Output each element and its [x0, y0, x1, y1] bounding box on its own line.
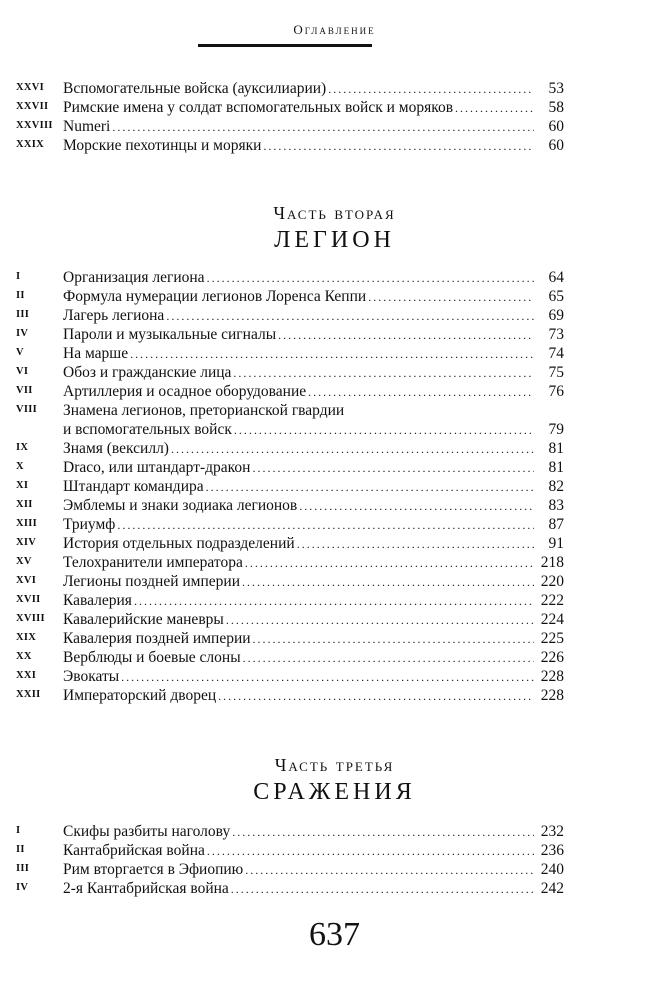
- toc-entry: [16, 363, 564, 382]
- entry-line: [63, 306, 564, 326]
- entry-title: Эвокаты: [63, 668, 120, 685]
- toc-entry: [16, 325, 564, 344]
- dot-leader: [121, 668, 534, 687]
- page-ref: 228: [540, 687, 564, 704]
- chapter-number: XIV: [16, 537, 37, 548]
- dot-leader: [242, 573, 534, 592]
- page-number: 637: [309, 916, 360, 953]
- entry-line: [63, 591, 564, 611]
- page-ref: 74: [548, 345, 564, 362]
- entry-title: Рим вторгается в Эфиопию: [63, 861, 244, 878]
- toc-entry: [16, 515, 564, 534]
- page-ref: 225: [540, 630, 564, 647]
- dot-leader: [243, 649, 534, 668]
- chapter-number: II: [16, 844, 25, 855]
- toc-entry: [16, 879, 564, 898]
- entry-line: [63, 515, 564, 535]
- entry-title: Numeri: [63, 118, 111, 135]
- dot-leader: [253, 630, 534, 649]
- chapter-number: XII: [16, 499, 33, 510]
- page-ref: 83: [548, 497, 564, 514]
- entry-line: [63, 439, 564, 459]
- chapter-number: I: [16, 825, 21, 836]
- chapter-number: XIII: [16, 518, 38, 529]
- page-ref: 81: [548, 459, 564, 476]
- part2-label: Часть вторая: [273, 203, 396, 223]
- toc-entry: [16, 401, 564, 439]
- toc-entry: [16, 841, 564, 860]
- part3-label: Часть третья: [274, 755, 395, 775]
- page-ref: 240: [540, 861, 564, 878]
- chapter-number: II: [16, 290, 25, 301]
- entry-line: [63, 287, 564, 307]
- entry-body: [63, 117, 564, 137]
- toc-entry: [16, 136, 564, 155]
- page-ref: 69: [548, 307, 564, 324]
- entry-title: На марше: [63, 345, 129, 362]
- entry-body: [63, 686, 564, 706]
- dot-leader: [232, 823, 534, 842]
- entry-title: Кавалерия: [63, 592, 132, 609]
- chapter-number: VII: [16, 385, 33, 396]
- dot-leader: [166, 307, 534, 326]
- chapter-number: XXVI: [16, 82, 45, 93]
- entry-title: Римские имена у солдат вспомогательных войск и моряков: [63, 99, 454, 116]
- page-ref: 76: [548, 383, 564, 400]
- dot-leader: [252, 459, 534, 478]
- entry-body: [63, 306, 564, 326]
- toc-entry: [16, 629, 564, 648]
- toc-entry: [16, 667, 564, 686]
- chapter-number: XIX: [16, 632, 37, 643]
- dot-leader: [207, 842, 534, 861]
- toc-entry: [16, 860, 564, 879]
- page-ref: 79: [548, 421, 564, 438]
- entry-title: Кантабрийская война: [63, 842, 205, 859]
- toc-entry: [16, 382, 564, 401]
- chapter-number: XI: [16, 480, 29, 491]
- entry-line: [63, 667, 564, 687]
- entry-line: [63, 401, 564, 420]
- entry-body: [63, 515, 564, 535]
- entry-title: Организация легиона: [63, 269, 205, 286]
- entry-title: Телохранители императора: [63, 554, 243, 571]
- page-ref: 64: [548, 269, 564, 286]
- chapter-number: V: [16, 347, 24, 358]
- entry-body: [63, 841, 564, 861]
- entry-body: [63, 572, 564, 592]
- toc-entry: [16, 268, 564, 287]
- dot-leader: [130, 345, 534, 364]
- toc-entry: [16, 439, 564, 458]
- page-ref: 53: [548, 80, 564, 97]
- entry-title-continued: и вспомогательных войск: [63, 421, 232, 438]
- dot-leader: [207, 269, 534, 288]
- dot-leader: [234, 421, 534, 440]
- running-head: [0, 14, 669, 44]
- entry-title: История отдельных подразделений: [63, 535, 295, 552]
- page-ref: 73: [548, 326, 564, 343]
- entry-line: [63, 325, 564, 345]
- page-ref: 82: [548, 478, 564, 495]
- toc-entry: [16, 572, 564, 591]
- entry-title: Знамена легионов, преторианской гвардии: [63, 402, 345, 419]
- dot-leader: [245, 554, 534, 573]
- page-ref: 60: [548, 118, 564, 135]
- entry-title: Триумф: [63, 516, 116, 533]
- entry-body: [63, 591, 564, 611]
- entry-body: [63, 458, 564, 478]
- entry-title: Эмблемы и знаки зодиака легионов: [63, 497, 298, 514]
- entry-body: [63, 401, 564, 440]
- entry-body: [63, 629, 564, 649]
- entry-body: [63, 879, 564, 899]
- dot-leader: [171, 440, 534, 459]
- entry-body: [63, 363, 564, 383]
- entry-body: [63, 477, 564, 497]
- dot-leader: [233, 364, 534, 383]
- page-ref: 220: [540, 573, 564, 590]
- entry-body: [63, 287, 564, 307]
- chapter-number: IV: [16, 328, 29, 339]
- entry-title: Штандарт командира: [63, 478, 204, 495]
- toc-entry: [16, 534, 564, 553]
- entry-body: [63, 553, 564, 573]
- page-ref: 91: [548, 535, 564, 552]
- entry-title: Вспомогательные войска (ауксилиарии): [63, 80, 327, 97]
- entry-title: Пароли и музыкальные сигналы: [63, 326, 277, 343]
- chapter-number: IX: [16, 442, 29, 453]
- entry-line: [63, 136, 564, 156]
- toc-entry: [16, 306, 564, 325]
- dot-leader: [455, 99, 534, 118]
- dot-leader: [245, 861, 534, 880]
- toc-entry: [16, 496, 564, 515]
- part3-heading: [0, 755, 669, 806]
- entry-line: [63, 458, 564, 478]
- toc-entry: [16, 344, 564, 363]
- entry-line: [63, 477, 564, 497]
- entry-body: [63, 667, 564, 687]
- entry-title: Кавалерийские маневры: [63, 611, 224, 628]
- chapter-number: VIII: [16, 404, 38, 415]
- entry-title: Обоз и гражданские лица: [63, 364, 232, 381]
- chapter-number: XXI: [16, 670, 37, 681]
- entry-line: [63, 879, 564, 899]
- dot-leader: [112, 118, 534, 137]
- toc-entry: [16, 117, 564, 136]
- entry-body: [63, 382, 564, 402]
- entry-body: [63, 325, 564, 345]
- page-ref: 242: [540, 880, 564, 897]
- entry-line: [63, 686, 564, 706]
- entry-line: [63, 382, 564, 402]
- toc-part2: [16, 268, 564, 705]
- dot-leader: [134, 592, 534, 611]
- entry-title: Скифы разбиты наголову: [63, 823, 231, 840]
- entry-body: [63, 98, 564, 118]
- entry-body: [63, 439, 564, 459]
- page-ref: 87: [548, 516, 564, 533]
- entry-line: [63, 860, 564, 880]
- dot-leader: [226, 611, 534, 630]
- dot-leader: [278, 326, 534, 345]
- chapter-number: IV: [16, 882, 29, 893]
- toc-entry: [16, 477, 564, 496]
- page-ref: 236: [540, 842, 564, 859]
- entry-title: Верблюды и боевые слоны: [63, 649, 241, 666]
- dot-leader: [117, 516, 534, 535]
- dot-leader: [297, 535, 534, 554]
- toc-entry: [16, 610, 564, 629]
- toc-entry: [16, 648, 564, 667]
- dot-leader: [368, 288, 534, 307]
- entry-title: Кавалерия поздней империи: [63, 630, 251, 647]
- entry-line: [63, 822, 564, 842]
- entry-body: [63, 860, 564, 880]
- page-ref: 218: [540, 554, 564, 571]
- entry-line: [63, 363, 564, 383]
- entry-body: [63, 496, 564, 516]
- entry-line: [63, 98, 564, 118]
- entry-body: [63, 648, 564, 668]
- entry-line: [63, 610, 564, 630]
- entry-line: [63, 344, 564, 364]
- page-ref: 224: [540, 611, 564, 628]
- chapter-number: XX: [16, 651, 32, 662]
- dot-leader: [231, 880, 534, 899]
- chapter-number: XV: [16, 556, 32, 567]
- dot-leader: [328, 80, 534, 99]
- toc-part3: [16, 822, 564, 898]
- dot-leader: [206, 478, 534, 497]
- entry-title: Знамя (вексилл): [63, 440, 169, 457]
- entry-body: [63, 610, 564, 630]
- entry-body: [63, 79, 564, 99]
- dot-leader: [299, 497, 534, 516]
- entry-line: [63, 572, 564, 592]
- entry-line: [63, 268, 564, 288]
- chapter-number: XVIII: [16, 613, 45, 624]
- chapter-number: XVI: [16, 575, 37, 586]
- entry-line: [63, 420, 564, 440]
- page-ref: 226: [540, 649, 564, 666]
- page-ref: 232: [540, 823, 564, 840]
- running-head-title: Оглавление: [293, 22, 376, 37]
- chapter-number: XXVIII: [16, 120, 53, 131]
- toc-part1-tail: [16, 79, 564, 155]
- page-ref: 222: [540, 592, 564, 609]
- toc-entry: [16, 458, 564, 477]
- entry-title: Императорский дворец: [63, 687, 217, 704]
- entry-title: Легионы поздней империи: [63, 573, 241, 590]
- part2-title: ЛЕГИОН: [274, 227, 395, 253]
- dot-leader: [218, 687, 534, 706]
- entry-line: [63, 117, 564, 137]
- running-head-rule: [198, 44, 372, 47]
- toc-entry: [16, 287, 564, 306]
- chapter-number: X: [16, 461, 24, 472]
- part3-title: СРАЖЕНИЯ: [253, 779, 416, 805]
- toc-entry: [16, 79, 564, 98]
- entry-line: [63, 534, 564, 554]
- page-ref: 58: [548, 99, 564, 116]
- entry-line: [63, 648, 564, 668]
- entry-line: [63, 841, 564, 861]
- page-ref: 81: [548, 440, 564, 457]
- dot-leader: [308, 383, 534, 402]
- entry-line: [63, 629, 564, 649]
- dot-leader: [263, 137, 534, 156]
- toc-entry: [16, 553, 564, 572]
- entry-body: [63, 136, 564, 156]
- chapter-number: VI: [16, 366, 29, 377]
- part2-heading: [0, 203, 669, 254]
- entry-body: [63, 822, 564, 842]
- toc-entry: [16, 822, 564, 841]
- chapter-number: XXVII: [16, 101, 49, 112]
- entry-title: Лагерь легиона: [63, 307, 165, 324]
- toc-entry: [16, 98, 564, 117]
- entry-body: [63, 268, 564, 288]
- entry-line: [63, 79, 564, 99]
- chapter-number: I: [16, 271, 21, 282]
- entry-title: Морские пехотинцы и моряки: [63, 137, 262, 154]
- toc-entry: [16, 686, 564, 705]
- chapter-number: XVII: [16, 594, 41, 605]
- page-ref: 65: [548, 288, 564, 305]
- entry-body: [63, 344, 564, 364]
- chapter-number: III: [16, 863, 30, 874]
- chapter-number: XXII: [16, 689, 41, 700]
- entry-line: [63, 553, 564, 573]
- entry-body: [63, 534, 564, 554]
- toc-entry: [16, 591, 564, 610]
- entry-title: 2-я Кантабрийская война: [63, 880, 229, 897]
- entry-title: Формула нумерации легионов Лоренса Кеппи: [63, 288, 367, 305]
- entry-title: Артиллерия и осадное оборудование: [63, 383, 307, 400]
- page-ref: 75: [548, 364, 564, 381]
- entry-line: [63, 496, 564, 516]
- chapter-number: III: [16, 309, 30, 320]
- page-ref: 60: [548, 137, 564, 154]
- chapter-number: XXIX: [16, 139, 45, 150]
- page-ref: 228: [540, 668, 564, 685]
- entry-title: Draco, или штандарт-дракон: [63, 459, 251, 476]
